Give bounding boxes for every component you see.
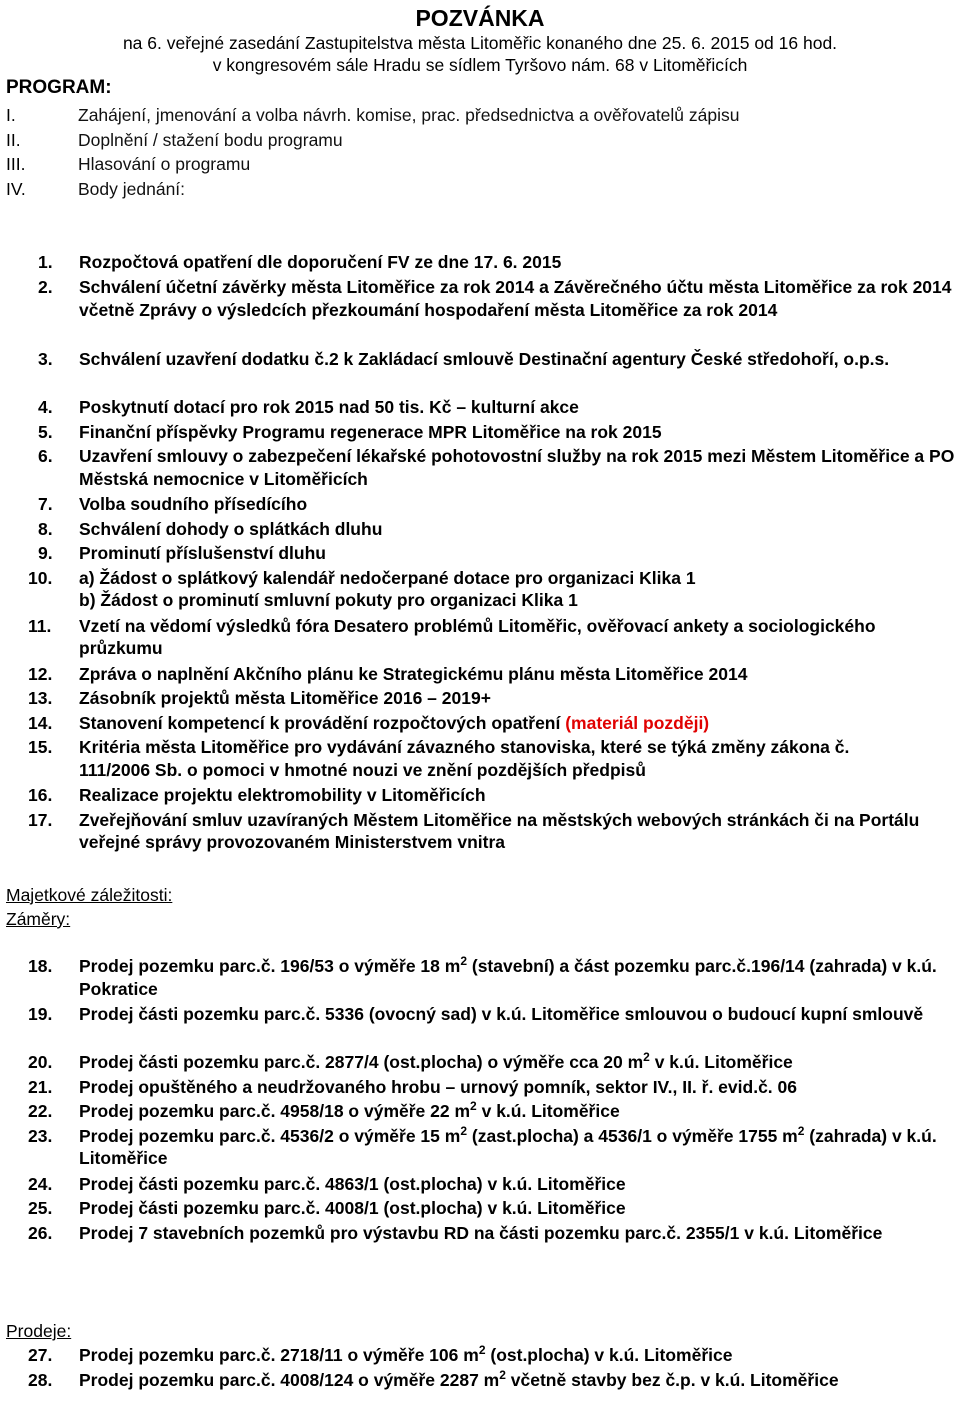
item-text-cont: (ost.plocha) v k.ú. Litoměřice (485, 1345, 733, 1365)
item-number: 20. (28, 1052, 53, 1072)
invitation-header (0, 0, 960, 76)
outline-text: Zahájení, jmenování a volba návrh. komise, prac. předsednictva a ověřovatelů zápisu (78, 105, 740, 125)
item-text-cont: včetně stavby bez č.p. v k.ú. Litoměřice (505, 1369, 839, 1390)
superscript: 2 (460, 1123, 467, 1138)
item-number: 13. (28, 688, 53, 708)
item-number: 12. (28, 663, 53, 684)
item-text: Rozpočtová opatření dle doporučení FV ze dne 17. 6. 2015 (79, 252, 562, 272)
agenda-item (0, 809, 959, 857)
item-number: 22. (28, 1101, 53, 1121)
agenda-item (0, 518, 959, 543)
item-number: 11. (28, 615, 52, 636)
item-text-cont: (stavební) a část pozemku parc.č.196/14 (zahrada) v k.ú. Pokratice (79, 956, 937, 999)
item-text: Prodej opuštěného a neudržovaného hrobu – urnový pomník, sektor IV., II. ř. evid.č. 06 (79, 1076, 797, 1097)
superscript: 2 (460, 954, 467, 968)
item-number: 27. (28, 1345, 53, 1365)
agenda-item (0, 421, 959, 446)
outline-number: IV. (6, 178, 26, 199)
agenda-item (0, 1222, 949, 1270)
item-text: Prodej části pozemku parc.č. 4008/1 (ost.plocha) v k.ú. Litoměřice (79, 1198, 626, 1218)
item-number: 23. (28, 1125, 53, 1146)
agenda-list (0, 251, 959, 857)
superscript: 2 (470, 1099, 477, 1113)
item-number: 15. (28, 737, 53, 757)
item-text: Schválení účetní závěrky města Litoměřice za rok 2014 a Závěrečného účtu města Litoměřice za rok 2014 včetně Zprávy o výsledcích přezkoumání hospodaření města Litoměřice za rok 2014 (79, 276, 952, 320)
agenda-item (0, 712, 959, 737)
item-number: 21. (28, 1076, 53, 1097)
agenda-item (0, 1003, 959, 1051)
item-text: Zpráva o naplnění Akčního plánu ke Strategickému plánu města Litoměřice 2014 (79, 663, 748, 684)
outline-number: II. (6, 129, 21, 150)
item-text: Prodej pozemku parc.č. 196/53 o výměře 18 m (79, 956, 461, 976)
item-number: 28. (28, 1369, 53, 1390)
superscript: 2 (797, 1123, 805, 1138)
item-text-cont: (zahrada) v k.ú. Litoměřice (79, 1125, 937, 1168)
sales-list (0, 1344, 959, 1417)
item-number: 5. (38, 421, 53, 442)
item-number: 17. (28, 809, 53, 830)
item-text: Poskytnutí dotací pro rok 2015 nad 50 tis. Kč – kulturní akce (79, 397, 579, 417)
item-text: Uzavření smlouvy o zabezpečení lékařské pohotovostní služby na rok 2015 mezi Městem Litoměřice a PO Městská nemocnice v Litoměřicích (79, 446, 955, 489)
item-number: 3. (38, 349, 53, 369)
item-number: 25. (28, 1198, 53, 1218)
agenda-item (0, 1197, 959, 1222)
item-number: 7. (38, 494, 53, 514)
agenda-item (0, 251, 959, 276)
outline-text: Doplnění / stažení bodu programu (78, 129, 343, 150)
agenda-item (0, 784, 959, 809)
item-number: 24. (28, 1173, 53, 1194)
item-text: Zveřejňování smluv uzavíraných Městem Litoměřice na městských webových stránkách či na Portálu veřejné správy provozovaném Ministerstvem vnitra (79, 809, 920, 852)
agenda-item (0, 567, 959, 615)
item-text: Kritéria města Litoměřice pro vydávání závazného stanoviska, které se týká změny zákona č. 111/2006 Sb. o pomoci v hmotné nouzi ve znění pozdějších předpisů (79, 737, 850, 780)
property-matters-heading: Majetkové záležitosti: (6, 885, 173, 905)
item-text: Prodej pozemku parc.č. 4008/124 o výměře 2287 m (79, 1369, 500, 1390)
item-number: 1. (38, 252, 53, 272)
item-number: 18. (28, 956, 53, 976)
agenda-item (0, 736, 909, 784)
item-text-cont: v k.ú. Litoměřice (476, 1101, 620, 1121)
item-number: 6. (38, 446, 53, 466)
item-text-cont: v k.ú. Litoměřice (649, 1052, 793, 1072)
item-text-a: a) Žádost o splátkový kalendář nedočerpané dotace pro organizaci Klika 1 (79, 567, 696, 588)
item-number: 19. (28, 1004, 53, 1024)
item-text: Finanční příspěvky Programu regenerace MPR Litoměřice na rok 2015 (79, 421, 662, 442)
item-number: 14. (28, 712, 53, 733)
item-text: Prodej pozemku parc.č. 4958/18 o výměře 22 m (79, 1101, 471, 1121)
meeting-venue-line: v kongresovém sále Hradu se sídlem Tyršovo nám. 68 v Litoměřicích (212, 55, 748, 75)
agenda-item (0, 615, 899, 663)
item-text: Prominutí příslušenství dluhu (79, 543, 326, 563)
item-number: 16. (28, 785, 53, 805)
item-text: Prodej části pozemku parc.č. 2877/4 (ost.plocha) o výměře cca 20 m (79, 1052, 644, 1072)
agenda-item (0, 348, 899, 396)
agenda-item (0, 955, 959, 1003)
intentions-heading: Záměry: (6, 909, 71, 929)
item-text: Stanovení kompetencí k provádění rozpočtových opatření (79, 712, 566, 733)
item-text: Prodej pozemku parc.č. 2718/11 o výměře 106 m (79, 1345, 479, 1365)
item-number: 26. (28, 1222, 53, 1243)
document-title: POZVÁNKA (415, 5, 545, 31)
meeting-info-line: na 6. veřejné zasedání Zastupitelstva města Litoměřic konaného dne 25. 6. 2015 od 16 hod. (122, 33, 838, 53)
agenda-item (0, 542, 959, 567)
agenda-item (0, 1125, 959, 1173)
outline-text: Hlasování o programu (78, 154, 251, 175)
superscript: 2 (643, 1050, 650, 1064)
program-heading: PROGRAM: (6, 77, 112, 98)
item-number: 10. (28, 567, 53, 588)
item-text: Prodej části pozemku parc.č. 4863/1 (ost.plocha) v k.ú. Litoměřice (79, 1173, 626, 1194)
item-text: Realizace projektu elektromobility v Litoměřicích (79, 785, 486, 805)
item-number: 4. (38, 397, 53, 417)
item-text: Zásobník projektů města Litoměřice 2016 – 2019+ (79, 688, 491, 708)
superscript: 2 (478, 1343, 486, 1357)
item-text: Vzetí na vědomí výsledků fóra Desatero problémů Litoměřic, ověřovací ankety a sociologického průzkumu (79, 615, 876, 658)
item-number: 2. (38, 276, 53, 297)
outline-number: I. (6, 105, 16, 125)
intentions-list (0, 955, 959, 1270)
agenda-item (0, 276, 959, 349)
item-text: Prodej 7 stavebních pozemků pro výstavbu RD na části pozemku parc.č. 2355/1 v k.ú. Litoměřice (79, 1222, 883, 1243)
agenda-item (0, 493, 959, 518)
agenda-item (0, 1369, 899, 1417)
item-text-b: b) Žádost o prominutí smluvní pokuty pro organizaci Klika 1 (79, 590, 578, 610)
superscript: 2 (499, 1367, 506, 1382)
agenda-item (0, 396, 959, 421)
item-number: 9. (38, 543, 53, 563)
agenda-item (0, 1100, 959, 1125)
item-text: Prodej části pozemku parc.č. 5336 (ovocný sad) v k.ú. Litoměřice smlouvou o budoucí kupní smlouvě (79, 1004, 924, 1024)
item-text: Schválení uzavření dodatku č.2 k Zakládací smlouvě Destinační agentury České středohoří, o.p.s. (79, 349, 890, 369)
item-text: Volba soudního přísedícího (79, 494, 308, 514)
item-text: Schválení dohody o splátkách dluhu (79, 518, 383, 539)
agenda-item (0, 1051, 959, 1076)
agenda-item (0, 687, 959, 712)
material-later-note: (materiál později) (565, 712, 710, 733)
agenda-item (0, 1076, 959, 1101)
agenda-item (0, 1173, 959, 1198)
agenda-item (0, 1344, 959, 1369)
item-text: Prodej pozemku parc.č. 4536/2 o výměře 15 m (79, 1125, 461, 1146)
sales-heading: Prodeje: (6, 1321, 72, 1341)
outline-text: Body jednání: (78, 178, 186, 199)
agenda-item (0, 445, 959, 493)
outline-number: III. (6, 154, 26, 175)
item-text-cont: (zast.plocha) a 4536/1 o výměře 1755 m (467, 1125, 798, 1146)
agenda-item (0, 663, 959, 688)
item-number: 8. (38, 518, 53, 539)
